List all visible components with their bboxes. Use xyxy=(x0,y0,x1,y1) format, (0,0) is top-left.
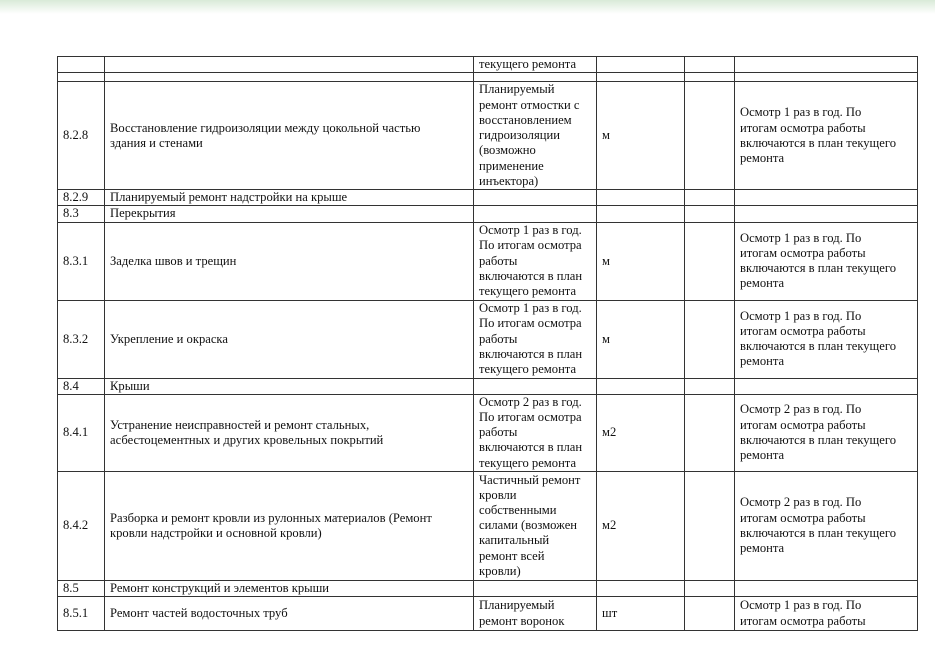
row-note: Осмотр 1 раз в год. По итогам осмотра работы включаются в план текущего ремонта xyxy=(474,222,597,300)
row-extra xyxy=(685,206,735,222)
row-description: Укрепление и окраска xyxy=(105,300,474,378)
row-note xyxy=(474,378,597,394)
row-note: Планируемый ремонт отмостки с восстановлением гидроизоляции (возможно применение инъектора) xyxy=(474,82,597,190)
row-number: 8.2.8 xyxy=(58,82,105,190)
table-row xyxy=(58,471,918,580)
row-extra xyxy=(685,378,735,394)
row-description xyxy=(105,73,474,82)
row-number: 8.4.2 xyxy=(58,471,105,580)
row-unit xyxy=(597,378,685,394)
row-extra xyxy=(685,190,735,206)
row-unit: шт xyxy=(597,597,685,631)
row-unit xyxy=(597,580,685,596)
table-row xyxy=(58,580,918,596)
row-extra xyxy=(685,73,735,82)
table-row xyxy=(58,206,918,222)
row-unit: м xyxy=(597,300,685,378)
row-description: Заделка швов и трещин xyxy=(105,222,474,300)
row-note xyxy=(474,73,597,82)
table-row xyxy=(58,73,918,82)
table-row xyxy=(58,82,918,190)
row-extra xyxy=(685,471,735,580)
row-result: Осмотр 2 раз в год. По итогам осмотра работы включаются в план текущего ремонта xyxy=(735,394,918,471)
row-note: текущего ремонта xyxy=(474,57,597,73)
row-number: 8.4.1 xyxy=(58,394,105,471)
row-result xyxy=(735,190,918,206)
row-unit xyxy=(597,206,685,222)
row-description: Ремонт частей водосточных труб xyxy=(105,597,474,631)
row-note: Планируемый ремонт воронок xyxy=(474,597,597,631)
row-number: 8.3.1 xyxy=(58,222,105,300)
row-unit xyxy=(597,57,685,73)
row-unit: м xyxy=(597,222,685,300)
row-extra xyxy=(685,222,735,300)
row-description: Перекрытия xyxy=(105,206,474,222)
row-result xyxy=(735,206,918,222)
row-result: Осмотр 1 раз в год. По итогам осмотра работы включаются в план текущего ремонта xyxy=(735,300,918,378)
row-description: Восстановление гидроизоляции между цокольной частью здания и стенами xyxy=(105,82,474,190)
table-row xyxy=(58,597,918,631)
row-number: 8.4 xyxy=(58,378,105,394)
row-note: Осмотр 2 раз в год. По итогам осмотра работы включаются в план текущего ремонта xyxy=(474,394,597,471)
row-description: Крыши xyxy=(105,378,474,394)
row-result: Осмотр 1 раз в год. По итогам осмотра работы включаются в план текущего ремонта xyxy=(735,222,918,300)
row-description: Разборка и ремонт кровли из рулонных материалов (Ремонт кровли надстройки и основной кровли) xyxy=(105,471,474,580)
row-note xyxy=(474,206,597,222)
table-row xyxy=(58,378,918,394)
row-result xyxy=(735,378,918,394)
row-result xyxy=(735,580,918,596)
row-result: Осмотр 2 раз в год. По итогам осмотра работы включаются в план текущего ремонта xyxy=(735,471,918,580)
row-result: Осмотр 1 раз в год. По итогам осмотра работы xyxy=(735,597,918,631)
row-note xyxy=(474,190,597,206)
row-number xyxy=(58,73,105,82)
row-description: Устранение неисправностей и ремонт стальных, асбестоцементных и других кровельных покрытий xyxy=(105,394,474,471)
table-row xyxy=(58,300,918,378)
row-extra xyxy=(685,82,735,190)
table-row xyxy=(58,57,918,73)
table-row xyxy=(58,222,918,300)
row-unit: м xyxy=(597,82,685,190)
row-number: 8.5 xyxy=(58,580,105,596)
row-number: 8.2.9 xyxy=(58,190,105,206)
row-extra xyxy=(685,597,735,631)
row-extra xyxy=(685,300,735,378)
row-result xyxy=(735,73,918,82)
row-note: Частичный ремонт кровли собственными силами (возможен капитальный ремонт всей кровли) xyxy=(474,471,597,580)
row-description: Ремонт конструкций и элементов крыши xyxy=(105,580,474,596)
row-result: Осмотр 1 раз в год. По итогам осмотра работы включаются в план текущего ремонта xyxy=(735,82,918,190)
table-row xyxy=(58,190,918,206)
row-note xyxy=(474,580,597,596)
maintenance-table xyxy=(57,56,918,631)
row-unit xyxy=(597,190,685,206)
row-number xyxy=(58,57,105,73)
scan-top-edge xyxy=(0,0,935,14)
row-unit xyxy=(597,73,685,82)
row-extra xyxy=(685,57,735,73)
row-number: 8.3.2 xyxy=(58,300,105,378)
row-number: 8.5.1 xyxy=(58,597,105,631)
row-unit: м2 xyxy=(597,471,685,580)
row-number: 8.3 xyxy=(58,206,105,222)
row-note: Осмотр 1 раз в год. По итогам осмотра работы включаются в план текущего ремонта xyxy=(474,300,597,378)
row-description xyxy=(105,57,474,73)
table-row xyxy=(58,394,918,471)
row-unit: м2 xyxy=(597,394,685,471)
row-extra xyxy=(685,394,735,471)
row-extra xyxy=(685,580,735,596)
row-result xyxy=(735,57,918,73)
row-description: Планируемый ремонт надстройки на крыше xyxy=(105,190,474,206)
